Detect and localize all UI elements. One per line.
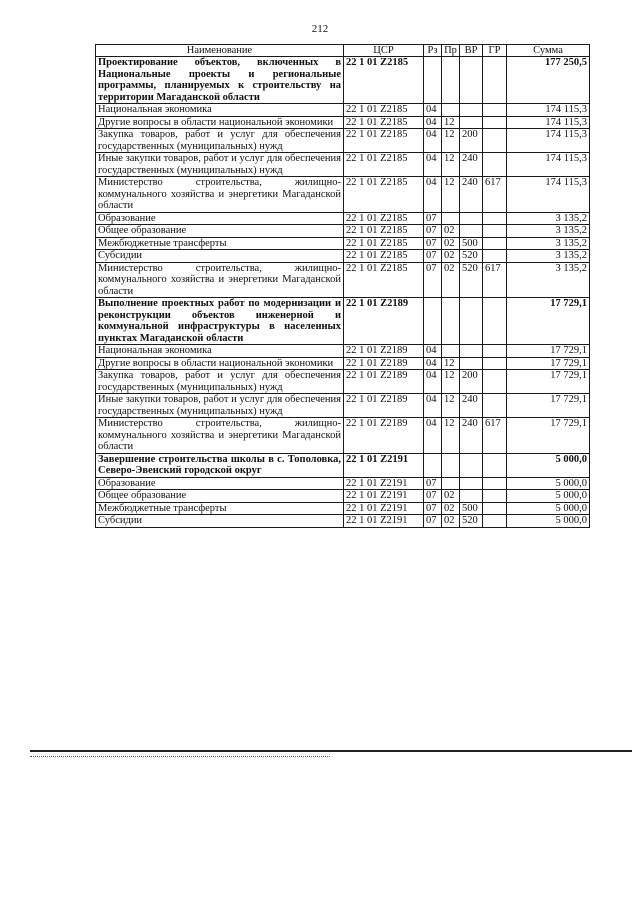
cell-gr xyxy=(483,116,507,129)
cell-gr xyxy=(483,515,507,528)
cell-vr xyxy=(460,357,483,370)
cell-sum: 3 135,2 xyxy=(507,225,590,238)
table-row xyxy=(96,225,590,238)
cell-name: Межбюджетные трансферты xyxy=(96,237,344,250)
cell-rz: 07 xyxy=(424,502,442,515)
cell-sum: 17 729,1 xyxy=(507,418,590,454)
cell-gr xyxy=(483,370,507,394)
cell-csr: 22 1 01 Z2185 xyxy=(344,57,424,104)
cell-rz: 04 xyxy=(424,104,442,117)
cell-gr xyxy=(483,237,507,250)
cell-sum: 174 115,3 xyxy=(507,104,590,117)
cell-name: Закупка товаров, работ и услуг для обеспечения государственных (муниципальных) нужд xyxy=(96,129,344,153)
table-row xyxy=(96,345,590,358)
cell-name: Общее образование xyxy=(96,490,344,503)
cell-pr xyxy=(442,104,460,117)
cell-pr: 12 xyxy=(442,129,460,153)
cell-rz xyxy=(424,453,442,477)
cell-pr xyxy=(442,453,460,477)
cell-pr: 02 xyxy=(442,515,460,528)
cell-name: Субсидии xyxy=(96,250,344,263)
cell-gr xyxy=(483,477,507,490)
cell-csr: 22 1 01 Z2191 xyxy=(344,490,424,503)
cell-gr xyxy=(483,129,507,153)
cell-name: Завершение строительства школы в с. Тополовка, Северо-Эвенский городской округ xyxy=(96,453,344,477)
cell-gr xyxy=(483,394,507,418)
cell-name: Министерство строительства, жилищно-коммунального хозяйства и энергетики Магаданской области xyxy=(96,418,344,454)
cell-sum: 5 000,0 xyxy=(507,515,590,528)
cell-vr: 240 xyxy=(460,394,483,418)
cell-gr xyxy=(483,212,507,225)
cell-pr: 12 xyxy=(442,357,460,370)
cell-csr: 22 1 01 Z2189 xyxy=(344,394,424,418)
cell-name: Образование xyxy=(96,477,344,490)
table-row xyxy=(96,104,590,117)
cell-sum: 3 135,2 xyxy=(507,212,590,225)
cell-pr: 02 xyxy=(442,262,460,298)
cell-rz: 04 xyxy=(424,394,442,418)
header-name: Наименование xyxy=(96,45,344,57)
table-row xyxy=(96,116,590,129)
cell-sum: 17 729,1 xyxy=(507,394,590,418)
cell-csr: 22 1 01 Z2185 xyxy=(344,212,424,225)
cell-sum: 17 729,1 xyxy=(507,357,590,370)
table-row xyxy=(96,250,590,263)
table-row xyxy=(96,394,590,418)
cell-csr: 22 1 01 Z2185 xyxy=(344,250,424,263)
table-row xyxy=(96,453,590,477)
cell-rz xyxy=(424,57,442,104)
cell-pr xyxy=(442,298,460,345)
cell-name: Другие вопросы в области национальной экономики xyxy=(96,116,344,129)
table-row xyxy=(96,177,590,213)
cell-name: Иные закупки товаров, работ и услуг для обеспечения государственных (муниципальных) нужд xyxy=(96,394,344,418)
cell-vr xyxy=(460,477,483,490)
cell-csr: 22 1 01 Z2185 xyxy=(344,177,424,213)
cell-name: Министерство строительства, жилищно-коммунального хозяйства и энергетики Магаданской области xyxy=(96,262,344,298)
cell-pr: 12 xyxy=(442,394,460,418)
cell-vr: 520 xyxy=(460,262,483,298)
cell-csr: 22 1 01 Z2191 xyxy=(344,502,424,515)
cell-pr xyxy=(442,57,460,104)
cell-vr xyxy=(460,298,483,345)
cell-pr: 02 xyxy=(442,225,460,238)
cell-rz: 07 xyxy=(424,237,442,250)
cell-name: Образование xyxy=(96,212,344,225)
cell-csr: 22 1 01 Z2189 xyxy=(344,418,424,454)
table-row xyxy=(96,418,590,454)
cell-csr: 22 1 01 Z2189 xyxy=(344,298,424,345)
cell-csr: 22 1 01 Z2189 xyxy=(344,357,424,370)
cell-name: Закупка товаров, работ и услуг для обеспечения государственных (муниципальных) нужд xyxy=(96,370,344,394)
cell-gr xyxy=(483,490,507,503)
cell-pr: 02 xyxy=(442,250,460,263)
cell-csr: 22 1 01 Z2189 xyxy=(344,370,424,394)
cell-sum: 3 135,2 xyxy=(507,237,590,250)
page-number: 212 xyxy=(311,23,329,35)
cell-vr: 240 xyxy=(460,153,483,177)
cell-gr xyxy=(483,345,507,358)
cell-vr: 200 xyxy=(460,129,483,153)
cell-vr xyxy=(460,104,483,117)
cell-rz: 04 xyxy=(424,153,442,177)
cell-gr xyxy=(483,104,507,117)
header-gr: ГР xyxy=(483,45,507,57)
cell-vr: 520 xyxy=(460,250,483,263)
table-row xyxy=(96,129,590,153)
cell-vr: 500 xyxy=(460,502,483,515)
cell-name: Иные закупки товаров, работ и услуг для обеспечения государственных (муниципальных) нужд xyxy=(96,153,344,177)
cell-vr xyxy=(460,453,483,477)
cell-gr xyxy=(483,153,507,177)
table-header-row xyxy=(96,45,590,57)
cell-sum: 17 729,1 xyxy=(507,298,590,345)
cell-pr: 12 xyxy=(442,177,460,213)
cell-vr xyxy=(460,225,483,238)
cell-rz: 04 xyxy=(424,177,442,213)
cell-name: Национальная экономика xyxy=(96,345,344,358)
table-row xyxy=(96,490,590,503)
cell-rz: 04 xyxy=(424,116,442,129)
cell-pr xyxy=(442,345,460,358)
cell-csr: 22 1 01 Z2185 xyxy=(344,116,424,129)
cell-sum: 17 729,1 xyxy=(507,345,590,358)
cell-csr: 22 1 01 Z2189 xyxy=(344,345,424,358)
cell-gr: 617 xyxy=(483,262,507,298)
cell-name: Министерство строительства, жилищно-коммунального хозяйства и энергетики Магаданской области xyxy=(96,177,344,213)
header-sum: Сумма xyxy=(507,45,590,57)
cell-sum: 3 135,2 xyxy=(507,250,590,263)
cell-csr: 22 1 01 Z2185 xyxy=(344,104,424,117)
table-row xyxy=(96,515,590,528)
cell-vr xyxy=(460,212,483,225)
cell-vr: 500 xyxy=(460,237,483,250)
cell-gr xyxy=(483,225,507,238)
cell-sum: 177 250,5 xyxy=(507,57,590,104)
cell-pr: 02 xyxy=(442,237,460,250)
table-row xyxy=(96,57,590,104)
cell-sum: 174 115,3 xyxy=(507,129,590,153)
cell-gr: 617 xyxy=(483,418,507,454)
header-rz: Рз xyxy=(424,45,442,57)
cell-name: Общее образование xyxy=(96,225,344,238)
table-row xyxy=(96,357,590,370)
cell-sum: 5 000,0 xyxy=(507,490,590,503)
cell-vr: 240 xyxy=(460,177,483,213)
cell-name: Проектирование объектов, включенных в Национальные проекты и региональные программы, планируемых к строительству на территории Магаданской области xyxy=(96,57,344,104)
table-row xyxy=(96,477,590,490)
cell-pr: 12 xyxy=(442,116,460,129)
cell-vr xyxy=(460,345,483,358)
cell-name: Национальная экономика xyxy=(96,104,344,117)
table-row xyxy=(96,502,590,515)
cell-name: Выполнение проектных работ по модернизации и реконструкции объектов инженерной и коммунальной инфраструктуры в населенных пунктах Магаданской области xyxy=(96,298,344,345)
table-row xyxy=(96,212,590,225)
cell-gr xyxy=(483,357,507,370)
cell-rz: 07 xyxy=(424,250,442,263)
cell-vr xyxy=(460,57,483,104)
cell-pr xyxy=(442,212,460,225)
cell-rz: 07 xyxy=(424,477,442,490)
cell-sum: 3 135,2 xyxy=(507,262,590,298)
footer-rule xyxy=(30,750,632,752)
cell-vr xyxy=(460,116,483,129)
cell-vr: 240 xyxy=(460,418,483,454)
cell-pr: 12 xyxy=(442,418,460,454)
header-csr: ЦСР xyxy=(344,45,424,57)
cell-name: Другие вопросы в области национальной экономики xyxy=(96,357,344,370)
header-vr: ВР xyxy=(460,45,483,57)
table-row xyxy=(96,298,590,345)
cell-gr xyxy=(483,250,507,263)
cell-rz: 07 xyxy=(424,490,442,503)
cell-gr xyxy=(483,453,507,477)
cell-csr: 22 1 01 Z2185 xyxy=(344,262,424,298)
cell-gr xyxy=(483,502,507,515)
cell-rz: 04 xyxy=(424,418,442,454)
cell-sum: 174 115,3 xyxy=(507,153,590,177)
cell-pr xyxy=(442,477,460,490)
cell-vr: 520 xyxy=(460,515,483,528)
footer-dotted-rule xyxy=(30,756,330,757)
cell-pr: 02 xyxy=(442,502,460,515)
cell-gr xyxy=(483,57,507,104)
cell-gr: 617 xyxy=(483,177,507,213)
cell-name: Межбюджетные трансферты xyxy=(96,502,344,515)
cell-sum: 17 729,1 xyxy=(507,370,590,394)
cell-sum: 5 000,0 xyxy=(507,453,590,477)
cell-rz: 04 xyxy=(424,345,442,358)
cell-sum: 174 115,3 xyxy=(507,116,590,129)
budget-table xyxy=(95,44,590,528)
cell-csr: 22 1 01 Z2191 xyxy=(344,477,424,490)
cell-csr: 22 1 01 Z2191 xyxy=(344,453,424,477)
cell-sum: 5 000,0 xyxy=(507,477,590,490)
table-row xyxy=(96,237,590,250)
cell-rz: 04 xyxy=(424,357,442,370)
table-row xyxy=(96,262,590,298)
cell-csr: 22 1 01 Z2185 xyxy=(344,237,424,250)
cell-csr: 22 1 01 Z2185 xyxy=(344,129,424,153)
cell-sum: 174 115,3 xyxy=(507,177,590,213)
cell-vr: 200 xyxy=(460,370,483,394)
cell-rz: 04 xyxy=(424,370,442,394)
cell-vr xyxy=(460,490,483,503)
cell-rz: 07 xyxy=(424,262,442,298)
cell-csr: 22 1 01 Z2185 xyxy=(344,225,424,238)
cell-rz: 04 xyxy=(424,129,442,153)
cell-name: Субсидии xyxy=(96,515,344,528)
cell-pr: 12 xyxy=(442,153,460,177)
cell-csr: 22 1 01 Z2185 xyxy=(344,153,424,177)
cell-pr: 02 xyxy=(442,490,460,503)
table-row xyxy=(96,370,590,394)
cell-rz: 07 xyxy=(424,212,442,225)
cell-rz xyxy=(424,298,442,345)
table-row xyxy=(96,153,590,177)
header-pr: Пр xyxy=(442,45,460,57)
cell-rz: 07 xyxy=(424,515,442,528)
cell-pr: 12 xyxy=(442,370,460,394)
cell-gr xyxy=(483,298,507,345)
cell-rz: 07 xyxy=(424,225,442,238)
cell-sum: 5 000,0 xyxy=(507,502,590,515)
cell-csr: 22 1 01 Z2191 xyxy=(344,515,424,528)
